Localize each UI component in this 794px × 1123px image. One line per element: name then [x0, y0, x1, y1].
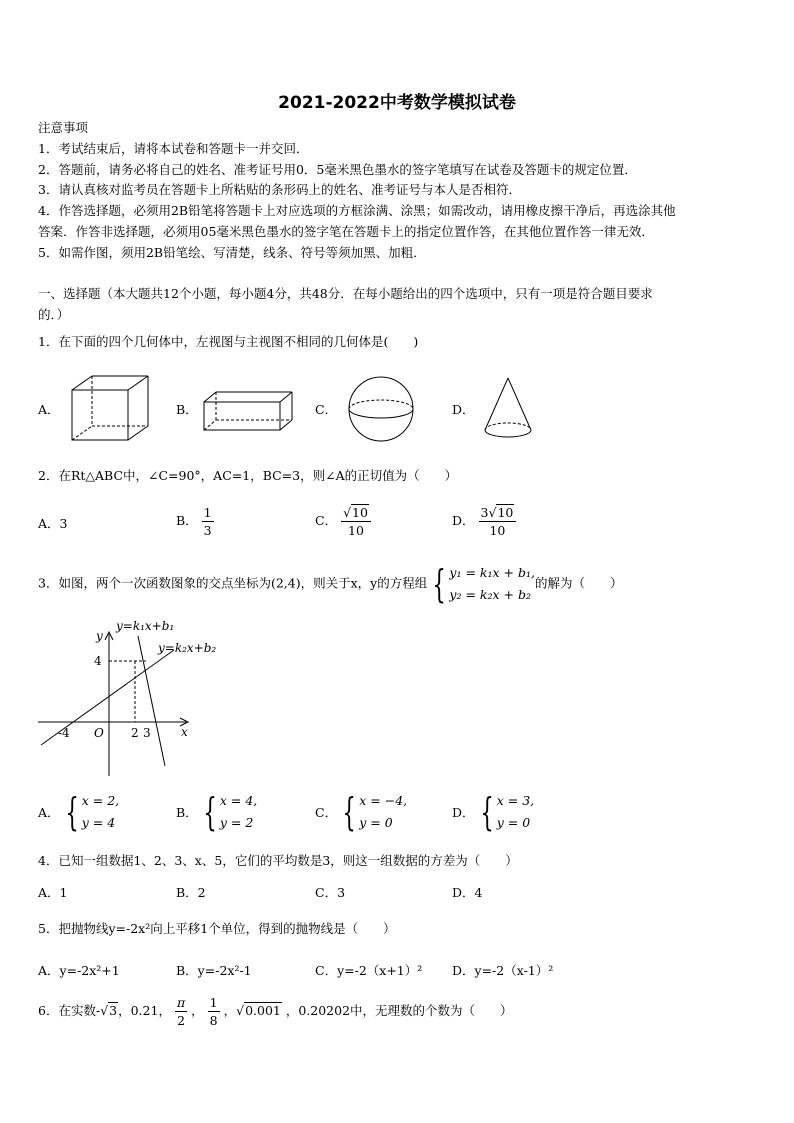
cube-icon [70, 374, 152, 442]
q2-option-a-value: 3 [59, 516, 68, 531]
q2-option-b-label: B． [176, 513, 198, 528]
q5-option-a: A．y=-2x²+1 [38, 963, 120, 978]
line-2-label: y=k₂x+b₂ [158, 641, 217, 655]
notice-item: 2．答题前，请务必将自己的姓名、准考证号用0．5毫米黑色墨水的签字笔填写在试卷及答题卡的规定位置． [38, 162, 637, 177]
denominator: 8 [209, 1013, 218, 1028]
x-axis-label: x [181, 725, 188, 739]
denominator: 2 [177, 1013, 186, 1028]
option-eq: y = 4 [81, 815, 116, 830]
q1-option-d-label: D． [452, 402, 475, 417]
option-eq: y = 0 [496, 815, 531, 830]
line-1-label: y=k₁x+b₁ [116, 619, 175, 633]
numerator: √10 [341, 504, 371, 522]
option-label: B． [176, 805, 198, 820]
numerator: 1 [209, 995, 218, 1010]
radicand: 10 [497, 505, 514, 520]
q2-option-d-label: D． [452, 513, 475, 528]
q6-sqrt3: 3 [109, 1003, 118, 1018]
denominator: 3 [203, 523, 212, 538]
q6-fraction [208, 994, 220, 1029]
denominator: 10 [348, 523, 364, 538]
y-axis-label: y [96, 629, 103, 643]
line-2 [138, 636, 165, 766]
option-label: D． [452, 805, 475, 820]
q3-stem [38, 562, 622, 606]
option-label: A． [38, 805, 60, 820]
denominator: 10 [489, 523, 506, 538]
q2-option-d-fraction [479, 504, 517, 539]
q2-option-c-label: C． [315, 513, 338, 528]
option-eq: y = 0 [359, 815, 393, 830]
q5-option-b: B．y=-2x²-1 [176, 963, 252, 978]
section-heading-cont: 的．） [38, 307, 70, 322]
q2-option-c-fraction [341, 504, 371, 539]
brace-icon: { [203, 790, 217, 834]
option-label: C． [315, 805, 338, 820]
tick-label: 3 [143, 726, 151, 740]
notice-item: 1．考试结束后，请将本试卷和答题卡一并交回． [38, 141, 309, 156]
q1-stem: 1．在下面的四个几何体中，左视图与主视图不相同的几何体是( ) [38, 334, 419, 349]
q5-stem: 5．把抛物线y=-2x²向上平移1个单位，得到的抛物线是（ ） [38, 921, 396, 936]
q3-eq1: y₁ = k₁x + b₁, [449, 565, 535, 580]
q4-option-b: B．2 [176, 885, 206, 900]
q4-option-a: A．1 [38, 885, 68, 900]
q2-option-d [452, 504, 516, 539]
option-eq: y = 2 [219, 815, 254, 830]
q3-option-b [176, 790, 257, 834]
q3-option-a [38, 790, 119, 834]
option-eq: x = 4, [219, 793, 258, 808]
cuboid-icon [202, 390, 296, 432]
notice-item: 5．如需作图，须用2B铅笔绘、写清楚，线条、符号等须加黑、加粗． [38, 245, 426, 260]
q6-sqrt-value: 0.001 [245, 1003, 281, 1018]
q6-pi-fraction [175, 994, 187, 1029]
brace-icon: { [64, 790, 79, 834]
option-eq: x = 3, [496, 793, 535, 808]
q2-option-c [315, 504, 371, 539]
brace-icon: { [342, 790, 356, 834]
radicand: 10 [352, 505, 368, 520]
notice-item: 4．作答选择题，必须用2B铅笔将答题卡上对应选项的方框涂满、涂黑；如需改动，请用橡皮擦干净后，再选涂其他 [38, 203, 676, 218]
q2-option-b-fraction [202, 504, 214, 539]
q3-stem-mid: ，则关于x，y的方程组 [300, 575, 428, 591]
numerator: 3√10 [479, 504, 517, 522]
origin-label: O [94, 726, 104, 740]
page-title: 2021-2022中考数学模拟试卷 [278, 93, 516, 113]
notice-item: 3．请认真核对监考员在答题卡上所粘贴的条形码上的姓名、准考证号与本人是否相符． [38, 182, 521, 197]
q2-option-a-label: A． [38, 516, 60, 531]
q4-option-c: C．3 [315, 885, 346, 900]
q3-graph [36, 614, 217, 784]
q2-option-a [38, 514, 67, 532]
brace-icon: { [432, 562, 446, 606]
q3-stem-pre: 3．如图，两个一次函数图象的交点坐标为 [38, 575, 271, 591]
notice-heading: 注意事项 [38, 120, 89, 135]
q6-post: ，0.20202中，无理数的个数为（ ） [285, 1003, 513, 1018]
q1-option-b-label: B． [176, 402, 198, 417]
brace-icon: { [479, 790, 494, 834]
q4-option-d: D．4 [452, 885, 483, 900]
tick-label: -4 [58, 726, 70, 740]
q5-option-c: C．y=-2（x+1）² [315, 963, 423, 978]
coefficient: 3 [480, 505, 489, 520]
option-eq: x = −4, [359, 793, 408, 808]
q3-option-d [452, 790, 534, 834]
section-heading: 一、选择题（本大题共12个小题，每小题4分，共48分．在每小题给出的四个选项中，只有一项是符合题目要求 [38, 286, 653, 301]
notice-item: 答案．作答非选择题，必须用05毫米黑色墨水的签字笔在答题卡上的指定位置作答，在其他位置作答一律无效． [38, 224, 654, 239]
q6-text: ， [223, 1003, 237, 1018]
q3-equation-system [427, 562, 535, 606]
q6-stem: 6．在实数-√3，0.21， $\frac{\pi}{2}$ ， $\frac{1}{8}$ ，√0.001 ，0.20202中，无理数的个数为（ ） [38, 995, 513, 1028]
q6-text: ， [191, 1003, 204, 1018]
q3-option-c [315, 790, 407, 834]
q6-pre: 6．在实数- [38, 1003, 101, 1018]
sphere-icon [346, 374, 416, 444]
tick-label: 4 [94, 654, 102, 668]
tick-label: 2 [131, 726, 139, 740]
numerator: π [176, 995, 186, 1010]
q3-stem-post: 的解为（ ） [534, 575, 623, 591]
q3-point: (2,4) [270, 575, 301, 591]
q3-eq2: y₂ = k₂x + b₂ [449, 587, 531, 602]
q6-text: ，0.21， [118, 1003, 171, 1018]
q2-stem: 2．在Rt△ABC中，∠C=90°，AC=1，BC=3，则∠A的正切值为（ ） [38, 468, 458, 483]
q4-stem: 4．已知一组数据1、2、3、x、5，它们的平均数是3，则这一组数据的方差为（ ） [38, 853, 518, 868]
cone-icon [482, 376, 534, 440]
q5-option-d: D．y=-2（x-1）² [452, 963, 554, 978]
q1-option-c-label: C． [315, 402, 338, 417]
q1-option-a-label: A． [38, 402, 60, 417]
numerator: 1 [203, 505, 212, 520]
option-eq: x = 2, [81, 793, 120, 808]
q2-option-b [176, 504, 214, 539]
